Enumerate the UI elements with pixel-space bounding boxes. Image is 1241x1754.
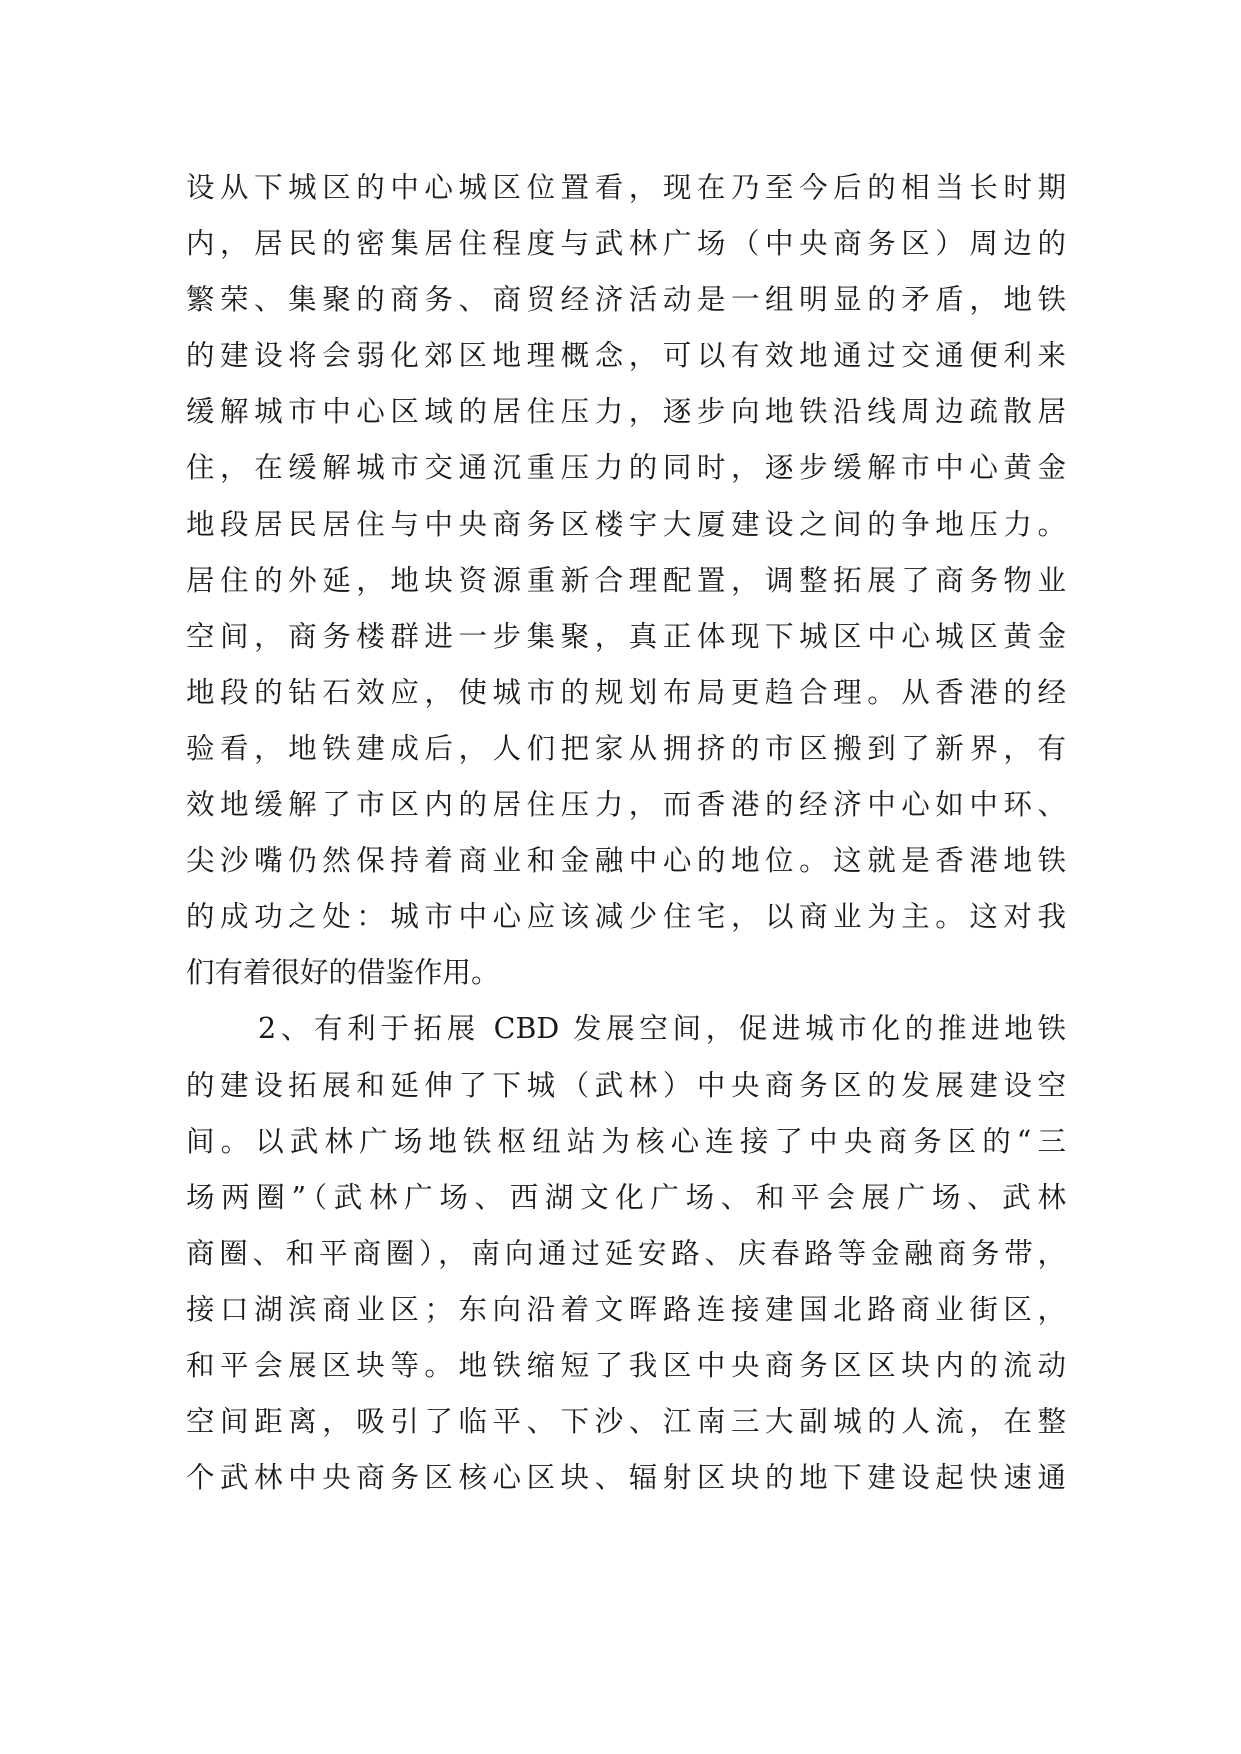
text-line: 场两圈”（武林广场、西湖文化广场、和平会展广场、武林 xyxy=(186,1180,1066,1214)
text-line: 接口湖滨商业区；东向沿着文晖路连接建国北路商业街区， xyxy=(186,1292,1066,1326)
text-line: 地段的钻石效应，使城市的规划布局更趋合理。从香港的经 xyxy=(186,675,1066,709)
text-line: 效地缓解了市区内的居住压力，而香港的经济中心如中环、 xyxy=(186,788,1066,822)
text-line: 内，居民的密集居住程度与武林广场（中央商务区）周边的 xyxy=(186,227,1066,261)
text-line: 住，在缓解城市交通沉重压力的同时，逐步缓解市中心黄金 xyxy=(186,451,1066,485)
text-line: 空间，商务楼群进一步集聚，真正体现下城区中心城区黄金 xyxy=(186,619,1066,653)
text-line: 繁荣、集聚的商务、商贸经济活动是一组明显的矛盾，地铁 xyxy=(186,283,1066,317)
text-line: 的成功之处：城市中心应该减少住宅，以商业为主。这对我 xyxy=(186,900,1066,934)
text-line: 空间距离，吸引了临平、下沙、江南三大副城的人流，在整 xyxy=(186,1405,1066,1439)
text-line: 和平会展区块等。地铁缩短了我区中央商务区区块内的流动 xyxy=(186,1348,1066,1382)
text-line: 居住的外延，地块资源重新合理配置，调整拓展了商务物业 xyxy=(186,563,1066,597)
text-line: 的建设将会弱化郊区地理概念，可以有效地通过交通便利来 xyxy=(186,339,1066,373)
text-line: 缓解城市中心区域的居住压力，逐步向地铁沿线周边疏散居 xyxy=(186,395,1066,429)
text-line: 设从下城区的中心城区位置看，现在乃至今后的相当长时期 xyxy=(186,171,1066,204)
text-line: 验看，地铁建成后，人们把家从拥挤的市区搬到了新界，有 xyxy=(186,731,1066,765)
text-line: 的建设拓展和延伸了下城（武林）中央商务区的发展建设空 xyxy=(186,1068,1066,1102)
body-text xyxy=(186,160,1066,1506)
text-line: 个武林中央商务区核心区块、辐射区块的地下建设起快速通 xyxy=(186,1461,1066,1495)
text-line: 商圈、和平商圈），南向通过延安路、庆春路等金融商务带， xyxy=(186,1236,1066,1270)
section-heading-line: 2、有利于拓展 CBD 发展空间，促进城市化的推进地铁 xyxy=(258,1012,1066,1046)
paragraph-last-line: 们有着很好的借鉴作用。 xyxy=(186,956,500,990)
text-line: 地段居民居住与中央商务区楼宇大厦建设之间的争地压力。 xyxy=(186,507,1066,541)
text-line: 间。以武林广场地铁枢纽站为核心连接了中央商务区的“三 xyxy=(186,1124,1066,1158)
text-line: 尖沙嘴仍然保持着商业和金融中心的地位。这就是香港地铁 xyxy=(186,844,1066,878)
